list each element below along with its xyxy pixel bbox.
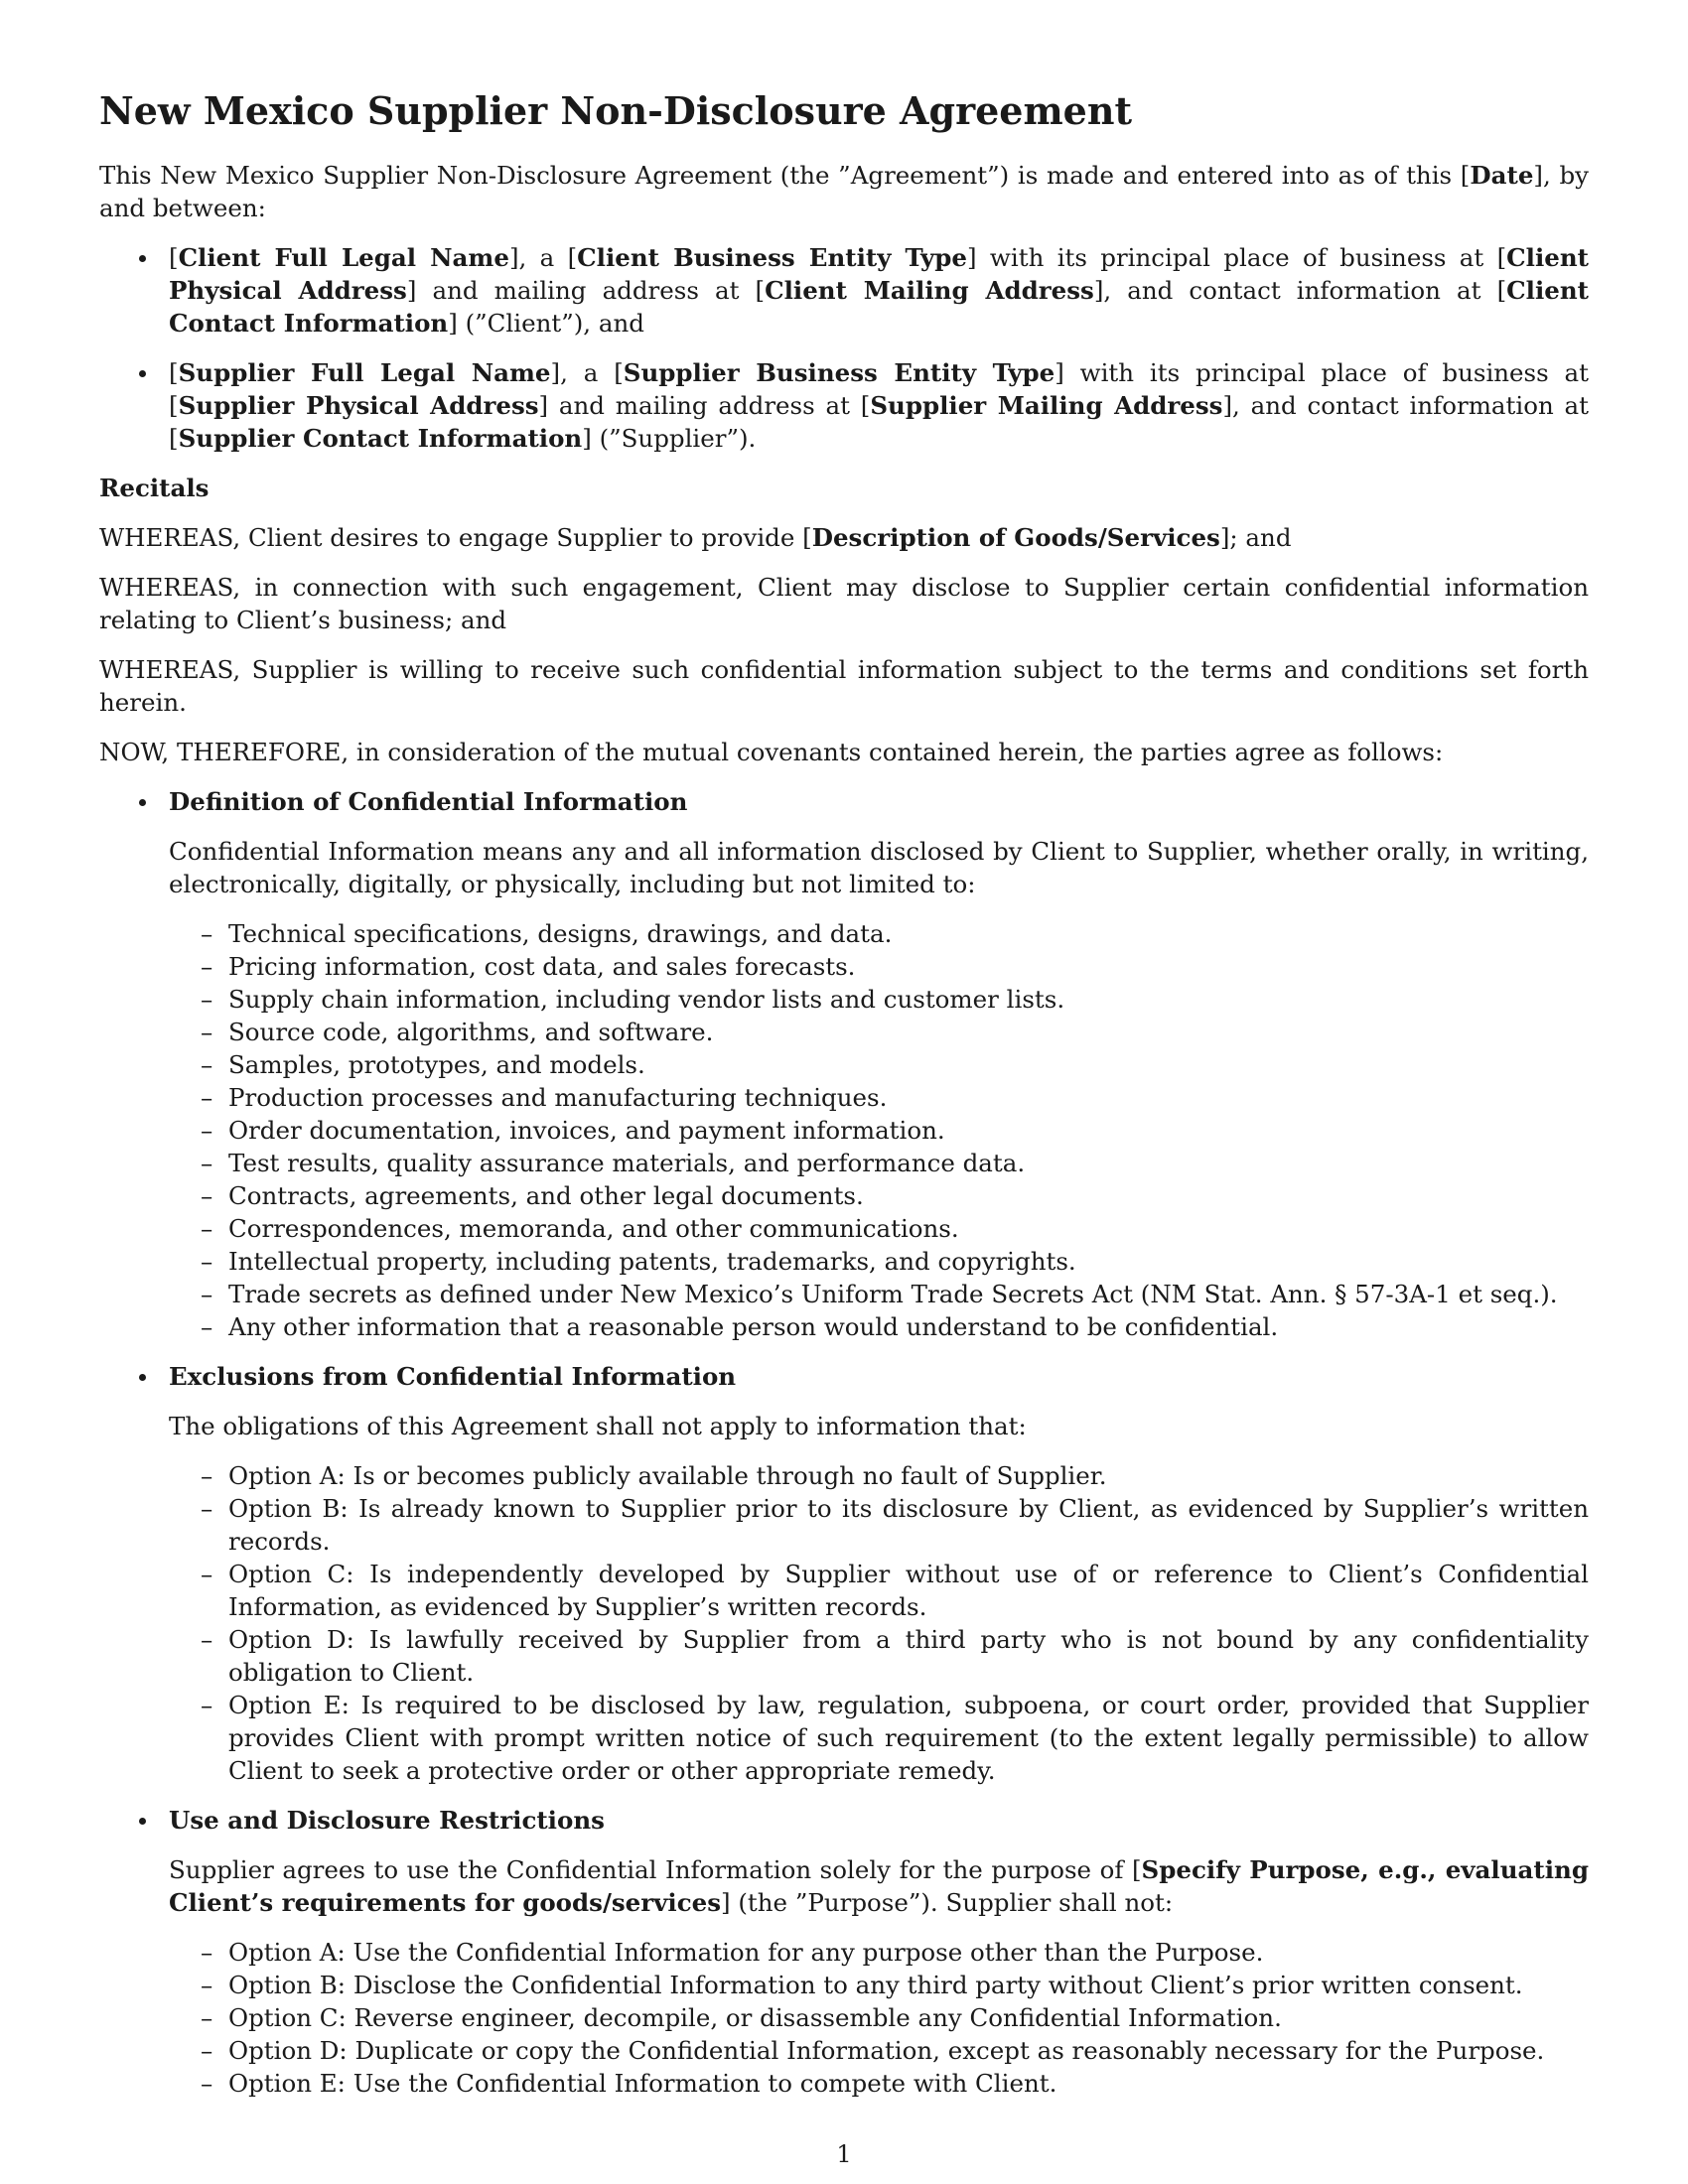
list-item [169,1016,1589,1048]
list-item-text: Technical specifications, designs, drawings, and data. [228,919,893,948]
list-item-text: Option B: Is already known to Supplier prior to its disclosure by Client, as evidenced by Supplier’s written records. [228,1494,1589,1556]
list-item-text: Samples, prototypes, and models. [228,1050,645,1079]
bullet-dot [139,799,146,806]
definition-items [169,917,1589,1343]
list-item [169,1212,1589,1245]
list-item [169,1459,1589,1492]
dash-marker: – [201,2036,213,2065]
document-body [99,159,1589,2100]
list-item [169,1969,1589,2001]
list-item-text: Production processes and manufacturing techniques. [228,1083,888,1112]
list-item-text: Option C: Is independently developed by Supplier without use of or reference to Client’s Confidential Information, as evidenced by Supplier’s written records. [228,1560,1589,1621]
dash-marker: – [201,1050,213,1079]
intro-text: This New Mexico Supplier Non-Disclosure Agreement (the ”Agreement”) is made and entered into as of this [ [99,161,1471,190]
dash-marker: – [201,1461,213,1490]
dash-marker: – [201,2003,213,2032]
list-item-text: Any other information that a reasonable person would understand to be confidential. [228,1312,1279,1341]
section-exclusions [99,1360,1589,1787]
list-item-text: Source code, algorithms, and software. [228,1018,714,1046]
list-item [169,1492,1589,1558]
restriction-items [169,1936,1589,2100]
section-title: Definition of Confidential Information [169,787,688,816]
dash-marker: – [201,2069,213,2098]
list-item-text: Option A: Is or becomes publicly available through no fault of Supplier. [228,1461,1107,1490]
goods-services-placeholder: Description of Goods/Services [811,523,1220,552]
section-title: Use and Disclosure Restrictions [169,1806,605,1835]
party-client: [Client Full Legal Name], a [Client Business Entity Type] with its principal place of business at [Client Physical Address] and mailing address at [Client Mailing Address], and contact information at [Client Contact Information] (”Client”), and [99,241,1589,340]
list-item [169,1245,1589,1278]
list-item-text: Pricing information, cost data, and sales forecasts. [228,952,856,981]
dash-marker: – [201,1116,213,1145]
list-item [169,1558,1589,1623]
bullet-dot [139,370,146,377]
list-item-text: Test results, quality assurance materials, and performance data. [228,1149,1026,1177]
list-item-text: Option C: Reverse engineer, decompile, or disassemble any Confidential Information. [228,2003,1282,2032]
list-item-text: Order documentation, invoices, and payment information. [228,1116,945,1145]
supplier-name-placeholder: Supplier Full Legal Name [178,358,551,387]
dash-marker: – [201,1247,213,1276]
supplier-entity-placeholder: Supplier Business Entity Type [623,358,1055,387]
list-item [169,1048,1589,1081]
section-definition [99,785,1589,1343]
list-item [169,2034,1589,2067]
list-item-text: Correspondences, memoranda, and other communications. [228,1214,959,1243]
bullet-dot [139,1818,146,1825]
intro-paragraph [99,159,1589,224]
list-item-text: Trade secrets as defined under New Mexico’s Uniform Trade Secrets Act (NM Stat. Ann. § 57-3A-1 et seq.). [228,1280,1558,1308]
list-item [169,917,1589,950]
page-number: 1 [836,2140,852,2168]
sections-list [99,785,1589,2100]
list-item [169,1179,1589,1212]
dash-marker: – [201,919,213,948]
list-item [169,1147,1589,1179]
dash-marker: – [201,1214,213,1243]
list-item-text: Option D: Is lawfully received by Supplier from a third party who is not bound by any confidentiality obligation to Client. [228,1625,1589,1687]
client-entity-placeholder: Client Business Entity Type [577,243,968,272]
section-intro: Supplier agrees to use the Confidential Information solely for the purpose of [Specify Purpose, e.g., evaluating Client’s requirements for goods/services] (the ”Purpose”). Supplier shall not: [169,1855,1589,1917]
list-item-text: Option A: Use the Confidential Information for any purpose other than the Purpose. [228,1938,1264,1967]
list-item [169,1623,1589,1689]
list-item [169,2067,1589,2100]
section-use-restrictions [99,1804,1589,2100]
date-placeholder: Date [1470,161,1534,190]
dash-marker: – [201,1971,213,1999]
now-therefore: NOW, THEREFORE, in consideration of the mutual covenants contained herein, the parties agree as follows: [99,738,1444,766]
list-item-text: Option E: Is required to be disclosed by law, regulation, subpoena, or court order, provided that Supplier provides Client with prompt written notice of such requirement (to the extent legally permissible) to allow Client to seek a protective order or other appropriate remedy. [228,1691,1589,1785]
list-item [169,1278,1589,1310]
client-mailing-placeholder: Client Mailing Address [765,276,1094,305]
exclusion-items [169,1459,1589,1787]
supplier-mailing-placeholder: Supplier Mailing Address [870,391,1223,420]
list-item-text: Intellectual property, including patents, trademarks, and copyrights. [228,1247,1076,1276]
list-item [169,950,1589,983]
whereas-2: WHEREAS, in connection with such engagement, Client may disclose to Supplier certain confidential information relating to Client’s business; and [99,573,1589,634]
supplier-contact-placeholder: Supplier Contact Information [178,424,583,453]
dash-marker: – [201,1625,213,1654]
whereas-1: WHEREAS, Client desires to engage Supplier to provide [Description of Goods/Services]; and [99,523,1292,552]
section-title: Exclusions from Confidential Information [169,1362,737,1391]
list-item-text: Option D: Duplicate or copy the Confidential Information, except as reasonably necessary for the Purpose. [228,2036,1545,2065]
list-item [169,1936,1589,1969]
dash-marker: – [201,1149,213,1177]
party-supplier: [Supplier Full Legal Name], a [Supplier Business Entity Type] with its principal place of business at [Supplier Physical Address] and mailing address at [Supplier Mailing Address], and contact information at [Supplier Contact Information] (”Supplier”). [99,356,1589,455]
client-physical-placeholder: Client Physical Address [169,243,1590,305]
dash-marker: – [201,1083,213,1112]
list-item [169,1081,1589,1114]
dash-marker: – [201,1312,213,1341]
bullet-dot [139,1374,146,1381]
list-item [169,983,1589,1016]
dash-marker: – [201,985,213,1014]
dash-marker: – [201,1181,213,1210]
list-item [169,1310,1589,1343]
bullet-dot [139,255,146,262]
list-item [169,1114,1589,1147]
client-name-placeholder: Client Full Legal Name [178,243,509,272]
whereas-3: WHEREAS, Supplier is willing to receive such confidential information subject to the terms and conditions set forth herein. [99,655,1589,717]
supplier-physical-placeholder: Supplier Physical Address [178,391,539,420]
parties-list [99,241,1589,455]
list-item-text: Option E: Use the Confidential Information to compete with Client. [228,2069,1057,2098]
dash-marker: – [201,1018,213,1046]
dash-marker: – [201,1494,213,1523]
client-contact-placeholder: Client Contact Information [169,276,1589,338]
purpose-placeholder: Specify Purpose, e.g., evaluating Client’s requirements for goods/services [169,1855,1589,1917]
dash-marker: – [201,1280,213,1308]
dash-marker: – [201,1691,213,1719]
document-page [99,0,1589,2184]
dash-marker: – [201,1938,213,1967]
list-item-text: Option B: Disclose the Confidential Information to any third party without Client’s prior written consent. [228,1971,1523,1999]
dash-marker: – [201,1560,213,1588]
dash-marker: – [201,952,213,981]
section-intro: Confidential Information means any and all information disclosed by Client to Supplier, whether orally, in writing, electronically, digitally, or physically, including but not limited to: [169,837,1589,898]
list-item [169,1689,1589,1787]
list-item-text: Supply chain information, including vendor lists and customer lists. [228,985,1065,1014]
document-title: New Mexico Supplier Non-Disclosure Agreement [99,88,1133,133]
list-item-text: Contracts, agreements, and other legal documents. [228,1181,864,1210]
recitals-heading: Recitals [99,474,210,502]
section-intro: The obligations of this Agreement shall not apply to information that: [169,1412,1027,1440]
intro-text: ], by and between: [99,161,1589,222]
list-item [169,2001,1589,2034]
